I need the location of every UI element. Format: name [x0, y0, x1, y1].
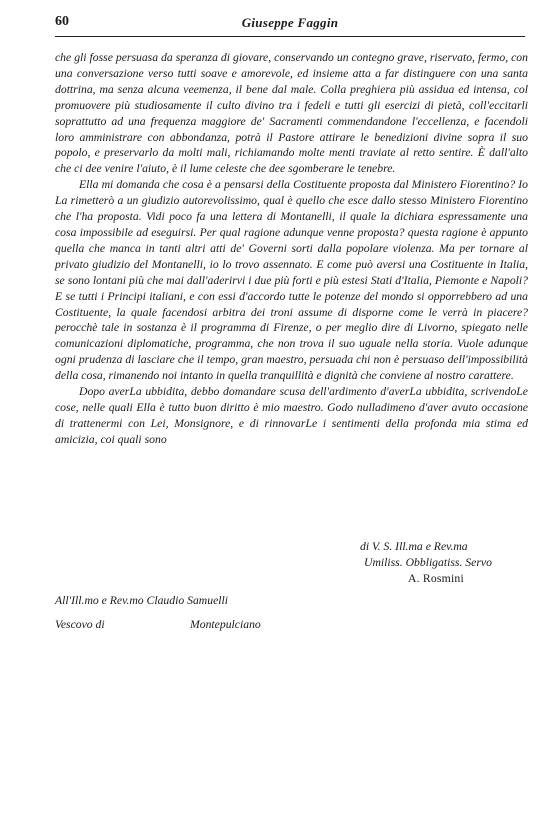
paragraph-3: Dopo averLa ubbidita, debbo domandare scusa dell'ardimento d'averLa ubbidita, scrivendoLe cose, nelle quali Ella è tutto buon diritto è mio maestro. Godo nulladimeno d'aver avuto occasione di trattenermi con Lei, Monsignore, e di rinnovarLe i sentimenti della profonda mia stima ed amicizia, coi quali sono — [55, 385, 528, 446]
page-number: 60 — [55, 14, 69, 29]
paragraph-2: Ella mi domanda che cosa è a pensarsi della Costituente proposta dal Ministero Fiorentino? Io La rimetterò a un giudizio autorevolissimo, qual è quello che esce dallo stesso Ministero Fiorentino che l'ha proposta. Vidi poco fa una lettera di Montanelli, il quale la dichiara espressamente una cosa impossibile ad eseguirsi. Per qual ragione adunque venne proposta? questa ragione è appunto quella che manca in tanti altri atti de' Governi sorti dalla popolare violenza. Ma per tornare al privato giudizio del Montanelli, io lo trovo assennato. E come può aversi una Costituente in Italia, se sono lontani più che mai dall'aderirvi i due più forti e più estesi Stati d'Italia, Piemonte e Napoli? E se tutti i Principi italiani, e con essi d'accordo tutte le potenze del mondo si opporrebbero ad una Costituente, la quale facendosi arbitra dei troni assume di disporne come le verrà in piacere? perocchè tale in sostanza è il programma di Firenze, o per meglio dire di Livorno, spiegato nelle comunicazioni diplomatiche, programma, che non trova il suo uguale nella storia. Vuole adunque ogni prudenza di lasciare che il tempo, gran maestro, persuada chi non è persuaso dell'impossibilità della cosa, rimanendo noi intanto in quella tranquillità e dignità che conviene al nostro carattere. — [55, 178, 528, 383]
signature-name: A. Rosmini — [408, 572, 464, 585]
addressee-place: Montepulciano — [190, 618, 261, 631]
page-header — [55, 14, 525, 37]
running-title: Giuseppe Faggin — [241, 15, 339, 30]
signature-block — [360, 539, 530, 587]
signature-closing: Umiliss. Obbligatiss. Servo — [364, 556, 492, 569]
addressee-name: All'Ill.mo e Rev.mo Claudio Samuelli — [55, 594, 229, 607]
addressee-title: Vescovo di — [55, 618, 105, 631]
signature-salutation: di V. S. Ill.ma e Rev.ma — [360, 540, 468, 553]
letter-body — [55, 50, 528, 448]
paragraph-1: che gli fosse persuasa da speranza di giovare, conservando un contegno grave, riservato, fermo, con una conversazione verso tutti soave e amorevole, ed insieme atta a far distinguere con una santa dottrina, ma senza alcuna veemenza, il bene dal male. Colla preghiera più assidua ed intensa, col promuovere più studiosamente il culto divino tra i fedeli e tutti gli esercizi di pietà, coll'eccitarli soprattutto ad una frequenza maggiore de' Sacramenti commendandone l'eccellenza, e facendoli loro amministrare con abbondanza, potrà il Pastore attirare le benedizioni divine sopra il suo popolo, e preservarlo da molti mali, richiamando molte menti traviate al retto sentire. È dall'alto che ci dee venire l'aiuto, è il lume celeste che dee sgomberare le tenebre. — [55, 51, 528, 176]
